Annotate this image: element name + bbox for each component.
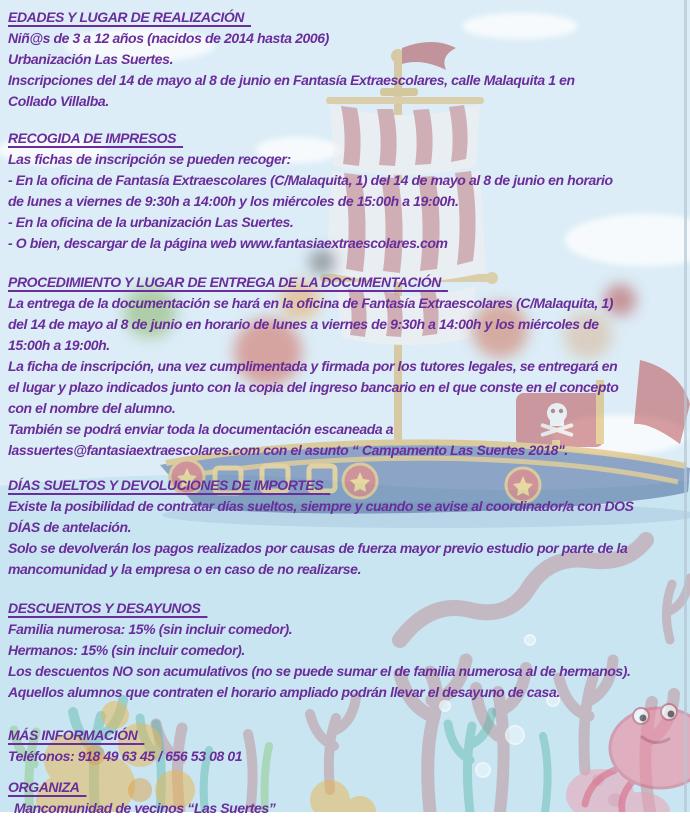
text-line: La ficha de inscripción, una vez cumplimentada y firmada por los tutores legales, se entregará en [8, 358, 618, 374]
text-line: También se podrá enviar toda la documentación escaneada a [8, 421, 394, 437]
text-line: de lunes a viernes de 9:30h a 14:00h y los miércoles de 15:00h a 19:00h. [8, 193, 459, 209]
text-line: mancomunidad y la empresa o en caso de no realizarse. [8, 561, 362, 577]
section-heading: MÁS INFORMACIÓN [8, 727, 138, 743]
email-address-line: lassuertes@fantasiaextraescolares.com con el asunto “ Campamento Las Suertes 2018". [8, 442, 568, 458]
text-line: Las fichas de inscripción se pueden recoger: [8, 151, 291, 167]
phone-numbers-line: Teléfonos: 918 49 63 45 / 656 53 08 01 [8, 748, 243, 764]
organizer-line: Mancomunidad de vecinos “Las Suertes” [14, 800, 276, 816]
text-line: el lugar y plazo indicados junto con la copia del ingreso bancario en el que conste en el concepto [8, 379, 619, 395]
section-heading: EDADES Y LUGAR DE REALIZACIÓN [8, 9, 245, 25]
section-dias-sueltos [8, 475, 690, 580]
text-line: Familia numerosa: 15% (sin incluir comedor). [8, 621, 293, 637]
text-line: 15:00h a 19:00h. [8, 337, 110, 353]
text-line: Collado Villalba. [8, 93, 109, 109]
section-heading: ORGANIZA [8, 779, 80, 795]
section-recogida [8, 128, 690, 254]
text-line: Existe la posibilidad de contratar días sueltos, siempre y cuando se avise al coordinador/a con DOS [8, 498, 634, 514]
text-line: Aquellos alumnos que contraten el horario ampliado podrán llevar el desayuno de casa. [8, 684, 560, 700]
text-line: - En la oficina de Fantasía Extraescolares (C/Malaquita, 1) del 14 de mayo al 8 de junio en horario [8, 172, 613, 188]
text-line: Los descuentos NO son acumulativos (no se puede sumar el de familia numerosa al de hermanos). [8, 663, 631, 679]
text-line: Solo se devolverán los pagos realizados por causas de fuerza mayor previo estudio por parte de la [8, 540, 628, 556]
text-line: Niñ@s de 3 a 12 años (nacidos de 2014 hasta 2006) [8, 30, 329, 46]
section-mas-informacion [8, 725, 690, 767]
section-heading: DÍAS SUELTOS Y DEVOLUCIONES DE IMPORTES [8, 477, 324, 493]
text-line: - En la oficina de la urbanización Las Suertes. [8, 214, 294, 230]
section-organiza [8, 777, 690, 819]
website-url: - O bien, descargar de la página web www.fantasiaextraescolares.com [8, 235, 448, 251]
section-procedimiento [8, 272, 690, 461]
text-line: DÍAS de antelación. [8, 519, 132, 535]
section-heading: DESCUENTOS Y DESAYUNOS [8, 600, 201, 616]
text-line: Urbanización Las Suertes. [8, 51, 174, 67]
text-line: Hermanos: 15% (sin incluir comedor). [8, 642, 245, 658]
text-line: del 14 de mayo al 8 de junio en horario de lunes a viernes de 9:30h a 14:00h y los miércoles de [8, 316, 599, 332]
section-edades [8, 7, 690, 112]
text-line: La entrega de la documentación se hará en la oficina de Fantasía Extraescolares (C/Malaquita, 1) [8, 295, 614, 311]
section-heading: RECOGIDA DE IMPRESOS [8, 130, 177, 146]
section-heading: PROCEDIMIENTO Y LUGAR DE ENTREGA DE LA DOCUMENTACIÓN [8, 274, 441, 290]
text-line: Inscripciones del 14 de mayo al 8 de junio en Fantasía Extraescolares, calle Malaquita 1 en [8, 72, 575, 88]
text-line: con el nombre del alumno. [8, 400, 176, 416]
section-descuentos [8, 598, 690, 703]
